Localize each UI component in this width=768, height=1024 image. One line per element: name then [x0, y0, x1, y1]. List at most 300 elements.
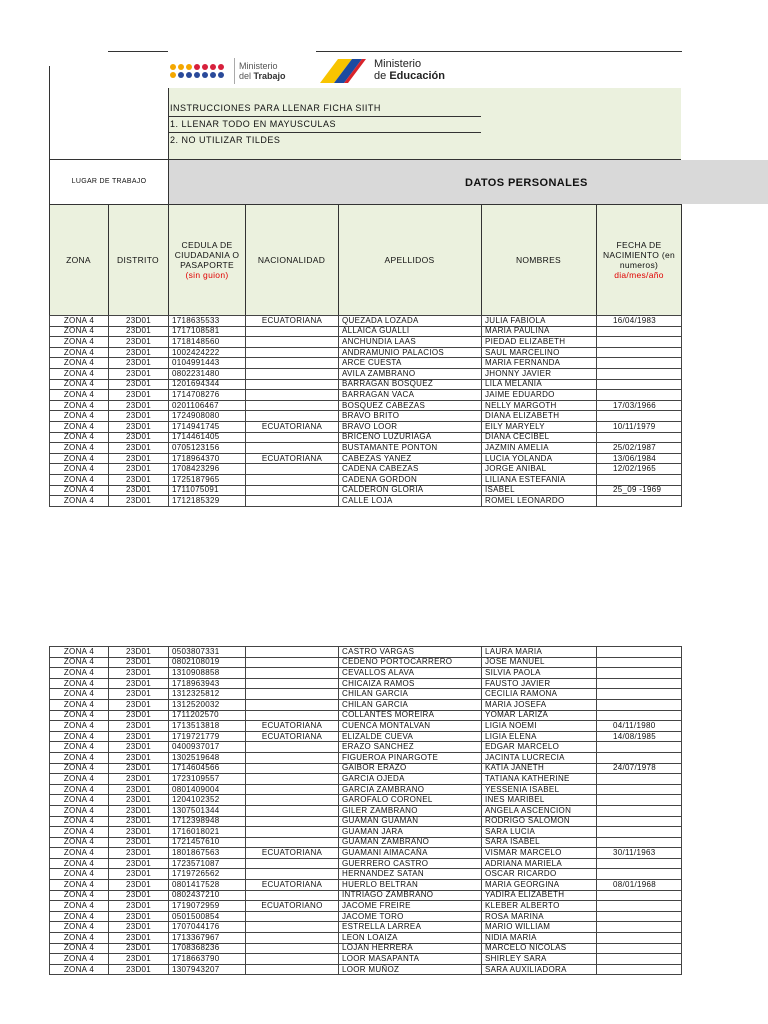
- table-row: [50, 411, 682, 422]
- col-cedula: [170, 205, 244, 315]
- cell-zona: ZONA 4: [50, 647, 109, 658]
- cell-nombres: MARIO WILLIAM: [482, 922, 597, 933]
- cell-zona: ZONA 4: [50, 347, 109, 358]
- cell-nacionalidad: [246, 954, 339, 965]
- personnel-table-2: [49, 646, 682, 975]
- table-row: [50, 774, 682, 785]
- cell-nacionalidad: [246, 358, 339, 369]
- cell-nombres: KATIA JANETH: [482, 763, 597, 774]
- cell-cedula: 1708368236: [169, 943, 246, 954]
- cell-cedula: 1718635533: [169, 316, 246, 327]
- cell-nombres: INES MARIBEL: [482, 795, 597, 806]
- table-row: [50, 869, 682, 880]
- cell-nacionalidad: [246, 400, 339, 411]
- cell-fecha: [597, 657, 682, 668]
- cell-nombres: RODRIGO SALOMON: [482, 816, 597, 827]
- table-row: [50, 657, 682, 668]
- cell-zona: ZONA 4: [50, 474, 109, 485]
- cell-nombres: VISMAR MARCELO: [482, 848, 597, 859]
- cell-nombres: KLEBER ALBERTO: [482, 901, 597, 912]
- cell-zona: ZONA 4: [50, 689, 109, 700]
- cell-distrito: 23D01: [109, 668, 169, 679]
- trabajo-logo-line1: Ministerio: [239, 61, 278, 71]
- cell-nombres: LIGIA NOEMI: [482, 721, 597, 732]
- cell-nacionalidad: [246, 805, 339, 816]
- table-row: [50, 943, 682, 954]
- table-row: [50, 432, 682, 443]
- cell-zona: ZONA 4: [50, 922, 109, 933]
- cell-distrito: 23D01: [109, 326, 169, 337]
- educacion-logo-line1: Ministerio: [374, 58, 422, 70]
- cell-apellidos: BRAVO BRITO: [339, 411, 482, 422]
- cell-apellidos: COLLANTES MOREIRA: [339, 710, 482, 721]
- cell-zona: ZONA 4: [50, 390, 109, 401]
- cell-cedula: 1713513818: [169, 721, 246, 732]
- table-row: [50, 316, 682, 327]
- cell-nombres: ANGELA ASCENCION: [482, 805, 597, 816]
- cell-fecha: [597, 699, 682, 710]
- table-row: [50, 421, 682, 432]
- logo-separator: [234, 58, 235, 84]
- cell-apellidos: BRICEÑO LUZURIAGA: [339, 432, 482, 443]
- cell-zona: ZONA 4: [50, 411, 109, 422]
- cell-apellidos: GAIBOR ERAZO: [339, 763, 482, 774]
- cell-nombres: MARCELO NICOLAS: [482, 943, 597, 954]
- col-distrito: DISTRITO: [117, 255, 159, 265]
- col-cedula-note: (sin guion): [185, 270, 229, 280]
- cell-distrito: 23D01: [109, 358, 169, 369]
- cell-apellidos: ESTRELLA LARREA: [339, 922, 482, 933]
- cell-distrito: 23D01: [109, 784, 169, 795]
- cell-zona: ZONA 4: [50, 443, 109, 454]
- cell-distrito: 23D01: [109, 837, 169, 848]
- instruction-underline-1: [168, 116, 481, 117]
- cell-cedula: 1723109557: [169, 774, 246, 785]
- cell-nacionalidad: [246, 763, 339, 774]
- cell-distrito: 23D01: [109, 421, 169, 432]
- cell-nacionalidad: [246, 668, 339, 679]
- cell-cedula: 1708423296: [169, 464, 246, 475]
- cell-distrito: 23D01: [109, 347, 169, 358]
- cell-cedula: 1718964370: [169, 453, 246, 464]
- cell-nombres: YOMAR LARIZA: [482, 710, 597, 721]
- cell-nacionalidad: [246, 496, 339, 507]
- cell-fecha: [597, 890, 682, 901]
- cell-nacionalidad: [246, 647, 339, 658]
- cell-nacionalidad: [246, 837, 339, 848]
- cell-nombres: JAZMIN AMELIA: [482, 443, 597, 454]
- cell-cedula: 1713367967: [169, 933, 246, 944]
- cell-cedula: 0201106467: [169, 400, 246, 411]
- table-row: [50, 326, 682, 337]
- instruction-1: 1. LLENAR TODO EN MAYUSCULAS: [170, 119, 337, 129]
- cell-zona: ZONA 4: [50, 379, 109, 390]
- cell-distrito: 23D01: [109, 731, 169, 742]
- top-rule-left: [108, 51, 168, 52]
- cell-nacionalidad: [246, 943, 339, 954]
- cell-zona: ZONA 4: [50, 848, 109, 859]
- section-divider: [168, 88, 169, 205]
- cell-apellidos: CHILAN GARCIA: [339, 699, 482, 710]
- table-row: [50, 400, 682, 411]
- cell-nacionalidad: [246, 699, 339, 710]
- cell-fecha: [597, 774, 682, 785]
- cell-fecha: [597, 326, 682, 337]
- table-row: [50, 848, 682, 859]
- cell-nacionalidad: [246, 411, 339, 422]
- table-row: [50, 964, 682, 975]
- table-row: [50, 954, 682, 965]
- cell-distrito: 23D01: [109, 474, 169, 485]
- cell-fecha: 25/02/1987: [597, 443, 682, 454]
- cell-distrito: 23D01: [109, 710, 169, 721]
- cell-cedula: 0705123156: [169, 443, 246, 454]
- cell-nacionalidad: [246, 326, 339, 337]
- cell-cedula: 1002424222: [169, 347, 246, 358]
- cell-cedula: 1312325812: [169, 689, 246, 700]
- cell-nombres: MARIA PAULINA: [482, 326, 597, 337]
- cell-zona: ZONA 4: [50, 954, 109, 965]
- cell-apellidos: ANCHUNDIA LAAS: [339, 337, 482, 348]
- cell-fecha: [597, 432, 682, 443]
- cell-fecha: 10/11/1979: [597, 421, 682, 432]
- cell-zona: ZONA 4: [50, 710, 109, 721]
- cell-apellidos: BRAVO LOOR: [339, 421, 482, 432]
- cell-nacionalidad: ECUATORIANA: [246, 421, 339, 432]
- cell-distrito: 23D01: [109, 795, 169, 806]
- cell-fecha: [597, 827, 682, 838]
- cell-cedula: 1307943207: [169, 964, 246, 975]
- col-cedula-label: CEDULA DE CIUDADANIA O PASAPORTE: [174, 240, 240, 270]
- cell-distrito: 23D01: [109, 657, 169, 668]
- table-row: [50, 880, 682, 891]
- table-row: [50, 485, 682, 496]
- cell-cedula: 1312520032: [169, 699, 246, 710]
- cell-fecha: 13/06/1984: [597, 453, 682, 464]
- table-row: [50, 347, 682, 358]
- cell-apellidos: GUAMAN ZAMBRANO: [339, 837, 482, 848]
- cell-fecha: [597, 496, 682, 507]
- cell-apellidos: BUSTAMANTE PONTON: [339, 443, 482, 454]
- cell-nacionalidad: [246, 657, 339, 668]
- cell-apellidos: BARRAGAN VACA: [339, 390, 482, 401]
- cell-fecha: [597, 816, 682, 827]
- cell-nombres: LIGIA ELENA: [482, 731, 597, 742]
- cell-distrito: 23D01: [109, 432, 169, 443]
- cell-nacionalidad: ECUATORIANA: [246, 880, 339, 891]
- cell-cedula: 1711202570: [169, 710, 246, 721]
- cell-fecha: [597, 805, 682, 816]
- cell-apellidos: LOOR MASAPANTA: [339, 954, 482, 965]
- cell-zona: ZONA 4: [50, 400, 109, 411]
- table-row: [50, 647, 682, 658]
- cell-apellidos: CADENA CABEZAS: [339, 464, 482, 475]
- table-row: [50, 933, 682, 944]
- table-row: [50, 731, 682, 742]
- cell-apellidos: GAROFALO CORONEL: [339, 795, 482, 806]
- table-row: [50, 901, 682, 912]
- cell-apellidos: CADENA GORDON: [339, 474, 482, 485]
- cell-apellidos: GUAMAN GUAMAN: [339, 816, 482, 827]
- cell-fecha: [597, 358, 682, 369]
- educacion-logo-line2: de: [374, 70, 387, 82]
- cell-apellidos: INTRIAGO ZAMBRANO: [339, 890, 482, 901]
- cell-apellidos: GUAMAN JARA: [339, 827, 482, 838]
- cell-nombres: NELLY MARGOTH: [482, 400, 597, 411]
- cell-nombres: EDGAR MARCELO: [482, 742, 597, 753]
- cell-nacionalidad: [246, 964, 339, 975]
- cell-cedula: 0400937017: [169, 742, 246, 753]
- cell-apellidos: GUERRERO CASTRO: [339, 858, 482, 869]
- cell-cedula: 1201694344: [169, 379, 246, 390]
- cell-fecha: [597, 368, 682, 379]
- col-zona: ZONA: [66, 255, 91, 265]
- table-row: [50, 752, 682, 763]
- educacion-logo-line3: Educación: [389, 70, 445, 82]
- cell-distrito: 23D01: [109, 400, 169, 411]
- cell-nombres: ADRIANA MARIELA: [482, 858, 597, 869]
- cell-nombres: EILY MARYELY: [482, 421, 597, 432]
- table-row: [50, 368, 682, 379]
- cell-cedula: 0802437210: [169, 890, 246, 901]
- cell-fecha: [597, 911, 682, 922]
- cell-distrito: 23D01: [109, 752, 169, 763]
- cell-nacionalidad: [246, 464, 339, 475]
- cell-cedula: 1721457610: [169, 837, 246, 848]
- cell-nacionalidad: [246, 858, 339, 869]
- cell-distrito: 23D01: [109, 858, 169, 869]
- cell-cedula: 1707044176: [169, 922, 246, 933]
- cell-distrito: 23D01: [109, 379, 169, 390]
- cell-zona: ZONA 4: [50, 933, 109, 944]
- cell-fecha: [597, 678, 682, 689]
- cell-zona: ZONA 4: [50, 837, 109, 848]
- cell-apellidos: ALLAICA GUALLI: [339, 326, 482, 337]
- cell-nacionalidad: ECUATORIANA: [246, 316, 339, 327]
- cell-cedula: 1725187965: [169, 474, 246, 485]
- cell-cedula: 1714604566: [169, 763, 246, 774]
- cell-distrito: 23D01: [109, 827, 169, 838]
- cell-distrito: 23D01: [109, 678, 169, 689]
- cell-nombres: LUCIA YOLANDA: [482, 453, 597, 464]
- colhdr-border-2: [168, 204, 169, 315]
- cell-nombres: LILA MELANIA: [482, 379, 597, 390]
- cell-nacionalidad: [246, 337, 339, 348]
- cell-apellidos: JACOME TORO: [339, 911, 482, 922]
- datos-personales-heading: DATOS PERSONALES: [465, 177, 588, 189]
- cell-apellidos: JACOME FREIRE: [339, 901, 482, 912]
- cell-nacionalidad: [246, 678, 339, 689]
- cell-nacionalidad: [246, 474, 339, 485]
- cell-fecha: [597, 922, 682, 933]
- cell-distrito: 23D01: [109, 485, 169, 496]
- cell-nombres: SILVIA PAOLA: [482, 668, 597, 679]
- trabajo-logo-line2: del: [239, 71, 252, 81]
- lugar-de-trabajo-heading: LUGAR DE TRABAJO: [71, 178, 147, 185]
- cell-zona: ZONA 4: [50, 880, 109, 891]
- cell-apellidos: ERAZO SANCHEZ: [339, 742, 482, 753]
- table-row: [50, 496, 682, 507]
- cell-distrito: 23D01: [109, 742, 169, 753]
- cell-distrito: 23D01: [109, 337, 169, 348]
- cell-zona: ZONA 4: [50, 742, 109, 753]
- cell-zona: ZONA 4: [50, 485, 109, 496]
- cell-nombres: DIANA ELIZABETH: [482, 411, 597, 422]
- cell-zona: ZONA 4: [50, 721, 109, 732]
- cell-nacionalidad: [246, 795, 339, 806]
- cell-distrito: 23D01: [109, 964, 169, 975]
- cell-apellidos: CABEZAS YANEZ: [339, 453, 482, 464]
- cell-cedula: 1712398948: [169, 816, 246, 827]
- cell-distrito: 23D01: [109, 943, 169, 954]
- cell-zona: ZONA 4: [50, 911, 109, 922]
- cell-zona: ZONA 4: [50, 496, 109, 507]
- cell-distrito: 23D01: [109, 689, 169, 700]
- cell-nacionalidad: [246, 816, 339, 827]
- cell-distrito: 23D01: [109, 368, 169, 379]
- cell-distrito: 23D01: [109, 890, 169, 901]
- cell-fecha: [597, 869, 682, 880]
- cell-nombres: NIDIA MARIA: [482, 933, 597, 944]
- cell-nombres: SHIRLEY SARA: [482, 954, 597, 965]
- cell-zona: ZONA 4: [50, 368, 109, 379]
- table-row: [50, 858, 682, 869]
- cell-cedula: 1724908080: [169, 411, 246, 422]
- colhdr-border-7: [681, 204, 682, 315]
- cell-cedula: 0802231480: [169, 368, 246, 379]
- instruction-title: INSTRUCCIONES PARA LLENAR FICHA SIITH: [170, 103, 381, 113]
- cell-nombres: JORGE ANIBAL: [482, 464, 597, 475]
- col-nacionalidad: NACIONALIDAD: [257, 255, 326, 265]
- cell-nombres: JOSE MANUEL: [482, 657, 597, 668]
- cell-distrito: 23D01: [109, 848, 169, 859]
- cell-apellidos: CUENCA MONTALVAN: [339, 721, 482, 732]
- cell-distrito: 23D01: [109, 647, 169, 658]
- cell-nombres: SARA AUXILIADORA: [482, 964, 597, 975]
- cell-fecha: [597, 668, 682, 679]
- cell-apellidos: LOOR MUÑOZ: [339, 964, 482, 975]
- cell-nacionalidad: [246, 911, 339, 922]
- cell-zona: ZONA 4: [50, 816, 109, 827]
- cell-nacionalidad: [246, 689, 339, 700]
- cell-apellidos: GARCIA ZAMBRANO: [339, 784, 482, 795]
- cell-zona: ZONA 4: [50, 901, 109, 912]
- cell-fecha: 08/01/1968: [597, 880, 682, 891]
- cell-nacionalidad: [246, 922, 339, 933]
- cell-apellidos: FIGUEROA PINARGOTE: [339, 752, 482, 763]
- table-row: [50, 474, 682, 485]
- cell-apellidos: CEDEÑO PORTOCARRERO: [339, 657, 482, 668]
- table-row: [50, 911, 682, 922]
- cell-nombres: ROSA MARINA: [482, 911, 597, 922]
- cell-zona: ZONA 4: [50, 943, 109, 954]
- cell-nacionalidad: [246, 827, 339, 838]
- cell-fecha: 30/11/1963: [597, 848, 682, 859]
- dots-mark-icon: [170, 64, 226, 79]
- table-row: [50, 337, 682, 348]
- cell-apellidos: ELIZALDE CUEVA: [339, 731, 482, 742]
- cell-fecha: [597, 837, 682, 848]
- cell-nombres: JAIME EDUARDO: [482, 390, 597, 401]
- cell-distrito: 23D01: [109, 496, 169, 507]
- cell-nombres: MARIA FERNANDA: [482, 358, 597, 369]
- cell-nombres: OSCAR RICARDO: [482, 869, 597, 880]
- cell-fecha: [597, 752, 682, 763]
- cell-cedula: 1714708276: [169, 390, 246, 401]
- cell-distrito: 23D01: [109, 390, 169, 401]
- cell-nacionalidad: [246, 742, 339, 753]
- col-apellidos: APELLIDOS: [384, 255, 435, 265]
- cell-nacionalidad: [246, 443, 339, 454]
- cell-distrito: 23D01: [109, 464, 169, 475]
- cell-nacionalidad: ECUATORIANA: [246, 721, 339, 732]
- personnel-table-1: [49, 315, 682, 507]
- cell-distrito: 23D01: [109, 721, 169, 732]
- cell-nombres: SARA ISABEL: [482, 837, 597, 848]
- cell-apellidos: GUAMANI AIMACAÑA: [339, 848, 482, 859]
- cell-nombres: DIANA CECIBEL: [482, 432, 597, 443]
- cell-apellidos: CALLE LOJA: [339, 496, 482, 507]
- cell-nacionalidad: [246, 890, 339, 901]
- ministerio-educacion-logo: [318, 55, 445, 85]
- cell-nacionalidad: ECUATORIANO: [246, 901, 339, 912]
- cell-nombres: MARIA GEORGINA: [482, 880, 597, 891]
- cell-nombres: LAURA MARIA: [482, 647, 597, 658]
- cell-cedula: 1718148560: [169, 337, 246, 348]
- table-row: [50, 890, 682, 901]
- table-row: [50, 816, 682, 827]
- cell-nombres: JULIA FABIOLA: [482, 316, 597, 327]
- cell-apellidos: CALDERON GLORIA: [339, 485, 482, 496]
- cell-zona: ZONA 4: [50, 678, 109, 689]
- cell-zona: ZONA 4: [50, 453, 109, 464]
- cell-nacionalidad: [246, 774, 339, 785]
- cell-zona: ZONA 4: [50, 657, 109, 668]
- cell-distrito: 23D01: [109, 699, 169, 710]
- cell-cedula: 1719721779: [169, 731, 246, 742]
- table-row: [50, 464, 682, 475]
- cell-cedula: 1723571087: [169, 858, 246, 869]
- education-flag-icon: [318, 55, 368, 85]
- ministerio-trabajo-logo: [170, 58, 286, 84]
- table-row: [50, 668, 682, 679]
- cell-distrito: 23D01: [109, 443, 169, 454]
- cell-cedula: 0802108019: [169, 657, 246, 668]
- cell-cedula: 0104991443: [169, 358, 246, 369]
- cell-nombres: JACINTA LUCRECIA: [482, 752, 597, 763]
- table-row: [50, 453, 682, 464]
- cell-zona: ZONA 4: [50, 964, 109, 975]
- cell-apellidos: BARRAGAN BOSQUEZ: [339, 379, 482, 390]
- cell-cedula: 1310908858: [169, 668, 246, 679]
- cell-fecha: [597, 795, 682, 806]
- cell-apellidos: CHICAIZA RAMOS: [339, 678, 482, 689]
- cell-fecha: [597, 933, 682, 944]
- cell-zona: ZONA 4: [50, 752, 109, 763]
- cell-cedula: 1712185329: [169, 496, 246, 507]
- trabajo-logo-text: [239, 61, 286, 81]
- cell-nombres: YESSENIA ISABEL: [482, 784, 597, 795]
- cell-zona: ZONA 4: [50, 731, 109, 742]
- cell-zona: ZONA 4: [50, 464, 109, 475]
- cell-zona: ZONA 4: [50, 858, 109, 869]
- table-row: [50, 805, 682, 816]
- cell-distrito: 23D01: [109, 911, 169, 922]
- cell-fecha: [597, 943, 682, 954]
- cell-apellidos: CASTRO VARGAS: [339, 647, 482, 658]
- cell-apellidos: CHILAN GARCIA: [339, 689, 482, 700]
- table-row: [50, 784, 682, 795]
